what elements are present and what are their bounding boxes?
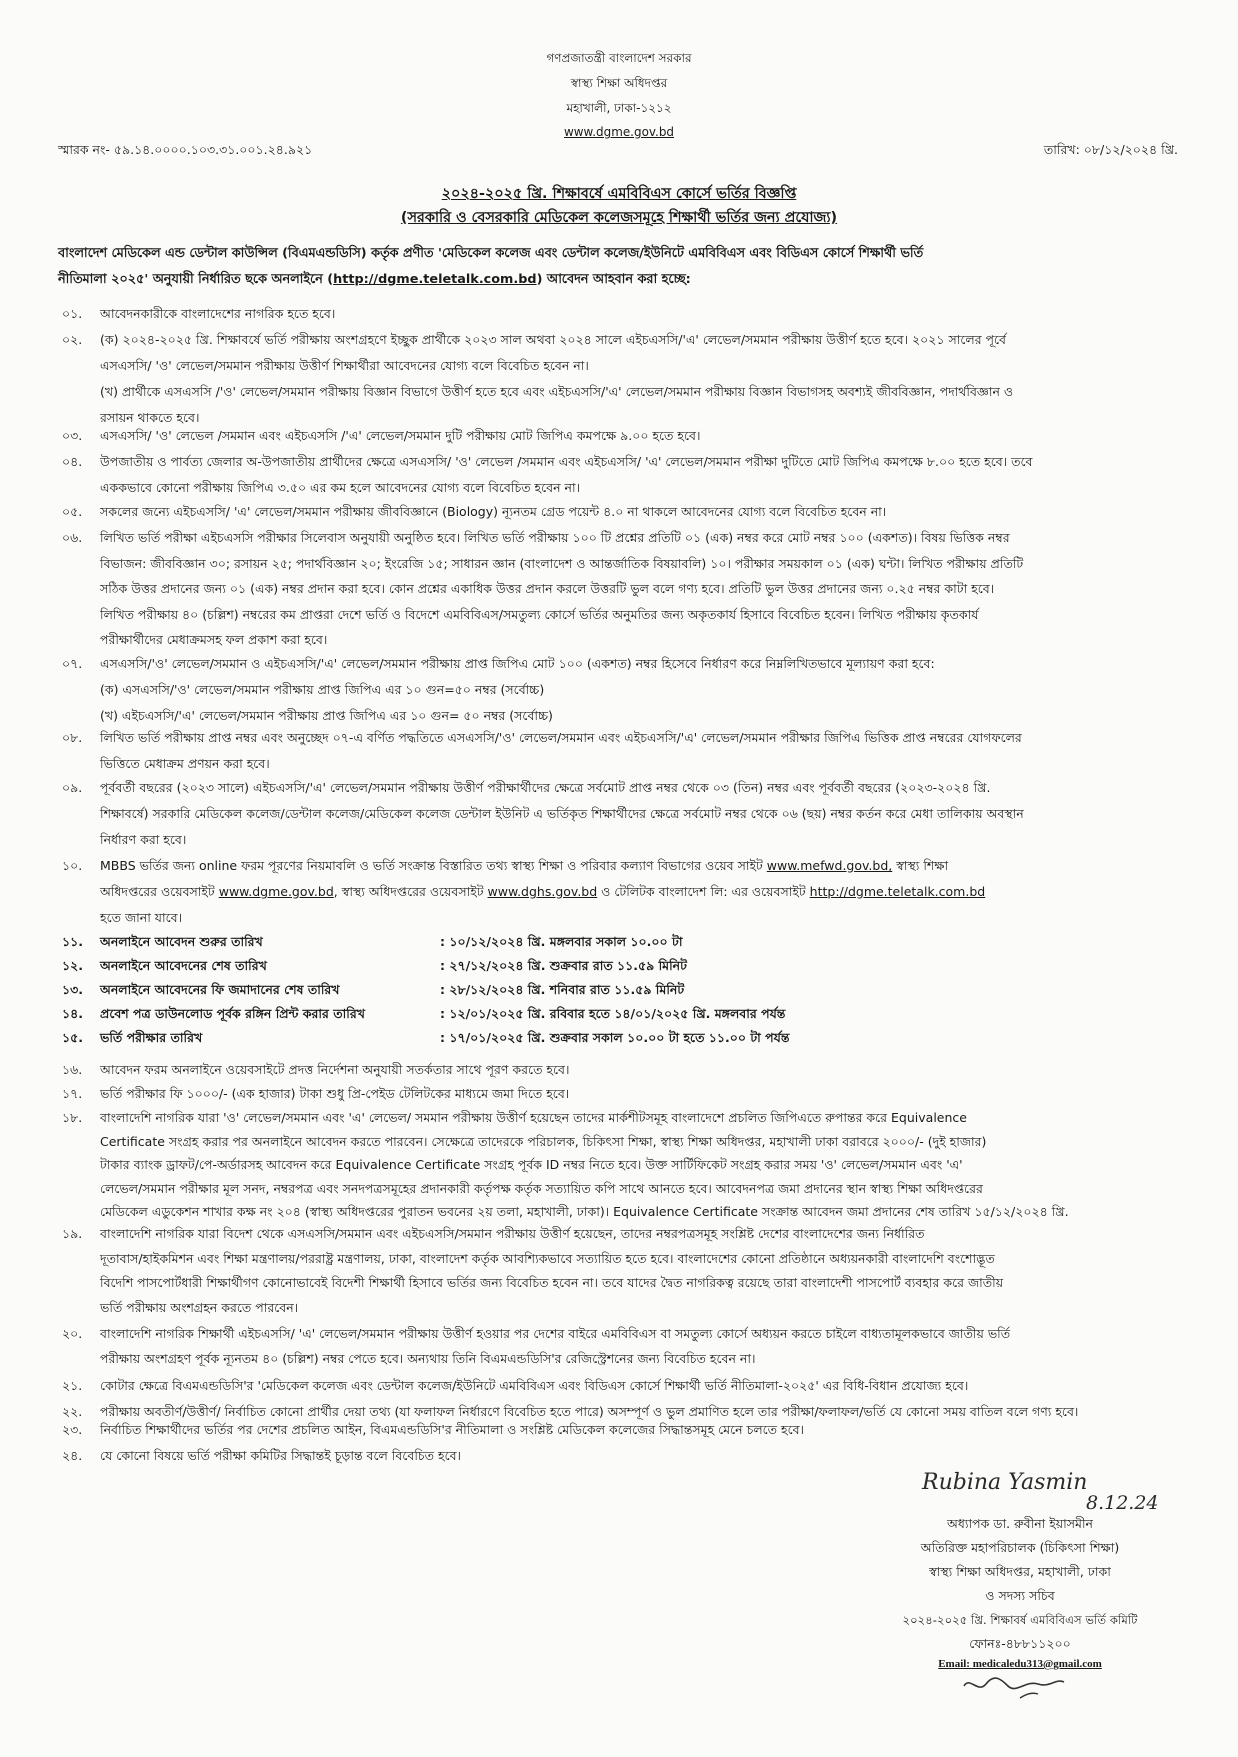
item-number: ০৬. bbox=[62, 530, 83, 545]
schedule-value: : ১৭/০১/২০২৫ খ্রি. শুক্রবার সকাল ১০.০০ টা হতে ১১.০০ টা পর্যন্ত bbox=[440, 1030, 790, 1045]
item-text-line: উপজাতীয় ও পার্বত্য জেলার অ-উপজাতীয় প্রার্থীদের ক্ষেত্রে এসএসসি/ 'ও' লেভেল /সমমান এবং এইচএসসি/ 'এ' লেভেল/সমমান পরীক্ষা দুটিতে মোট জিপিএ কমপক্ষে ৮.০০ হতে হবে। তবে bbox=[100, 454, 1033, 469]
item-text-line: সকলের জন্যে এইচএসসি/ 'এ' লেভেল/সমমান পরীক্ষায় জীববিজ্ঞানে (Biology) ন্যূনতম গ্রেড পয়েন্ট ৪.০ না থাকলে আবেদনের যোগ্য বলে বিবেচিত হবেন না। bbox=[100, 504, 887, 519]
signatory-name: অধ্যাপক ডা. রুবীনা ইয়াসমীন bbox=[947, 1516, 1093, 1531]
item-number: ০৭. bbox=[62, 656, 83, 671]
item-text-line: (ক) ২০২৪-২০২৫ খ্রি. শিক্ষাবর্ষে ভর্তি পরীক্ষায় অংশগ্রহণে ইচ্ছুক প্রার্থীকে ২০২৩ সাল অথবা ২০২৪ সালে এইচএসসি/'এ' লেভেল/সমমান পরীক্ষায় উত্তীর্ণ হতে হবে। ২০২১ সালের পূর্বে bbox=[100, 332, 1007, 347]
item-text-line: পরীক্ষার্থীদের মেধাক্রমসহ ফল প্রকাশ করা হবে। bbox=[100, 632, 328, 647]
item-number: ০১. bbox=[62, 306, 83, 321]
schedule-number: ১৫. bbox=[62, 1030, 83, 1045]
schedule-label: অনলাইনে আবেদন শুরুর তারিখ bbox=[100, 934, 263, 949]
item-text-line: নির্ধারণ করা হবে। bbox=[100, 832, 187, 847]
item-text-line: লেভেল/সমমান পরীক্ষার মূল সনদ, নম্বরপত্র এবং সনদপত্রসমূহের প্রদানকারী কর্তৃপক্ষ কর্তৃক সত্যায়িত কপি সাথে আনতে হবে। আবেদনপত্র জমা প্রদানের স্থান স্বাস্থ্য শিক্ষা অধিদপ্তরের bbox=[100, 1180, 983, 1196]
item-number: ০২. bbox=[62, 332, 83, 347]
item-number: ২৪. bbox=[62, 1448, 83, 1463]
schedule-number: ১২. bbox=[62, 958, 83, 973]
item-10-line-1 bbox=[100, 858, 948, 874]
phone-number: ফোনঃ-৪৮৮১১২০০ bbox=[969, 1636, 1071, 1651]
item-text-line: টাকার ব্যাংক ড্রাফট/পে-অর্ডারসহ আবেদন করে Equivalence Certificate সংগ্রহ পূর্বক ID নম্বর নিতে হবে। উক্ত সার্টিফিকেট সংগ্রহ করার সময় 'ও' লেভেল/সমমান এবং 'এ' bbox=[100, 1157, 963, 1172]
schedule-value: : ১০/১২/২০২৪ খ্রি. মঙ্গলবার সকাল ১০.০০ টা bbox=[440, 934, 683, 949]
item-text-line: শিক্ষাবর্ষে) সরকারি মেডিকেল কলেজ/ডেন্টাল কলেজ/মেডিকেল কলেজ ডেন্টাল ইউনিট এ ভর্তিকৃত শিক্ষার্থীদের ক্ষেত্রে সর্বমোট নম্বর থেকে ০৬ (ছয়) নম্বর কর্তন করে মেধা তালিকায় অবস্থান bbox=[100, 806, 1024, 821]
item-text-line: লিখিত ভর্তি পরীক্ষা এইচএসসি পরীক্ষার সিলেবাস অনুযায়ী অনুষ্ঠিত হবে। লিখিত ভর্তি পরীক্ষায় ১০০ টি প্রশ্নের প্রতিটি ০১ (এক) নম্বর করে মোট নম্বর ১০০ (একশত)। বিষয় ভিত্তিক নম্বর bbox=[100, 530, 1010, 545]
dghs-link[interactable]: www.dghs.gov.bd bbox=[487, 884, 598, 899]
teletalk-link[interactable]: http://dgme.teletalk.com.bd bbox=[333, 272, 537, 287]
item-number: ১০. bbox=[62, 858, 83, 873]
item-number: ২১. bbox=[62, 1378, 83, 1393]
item-text-line: আবেদনকারীকে বাংলাদেশের নাগরিক হতে হবে। bbox=[100, 306, 336, 321]
item-text-line: ভর্তি পরীক্ষার ফি ১০০০/- (এক হাজার) টাকা শুধু প্রি-পেইড টেলিটকের মাধ্যমে জমা দিতে হবে। bbox=[100, 1086, 570, 1101]
item-text-line: (খ) প্রার্থীকে এসএসসি /'ও' লেভেল/সমমান পরীক্ষায় বিজ্ঞান বিভাগে উত্তীর্ণ হতে হবে এবং এইচএসসি/'এ' লেভেল/সমমান পরীক্ষায় বিজ্ঞান বিভাগসহ অবশ্যই জীববিজ্ঞান, পদার্থবিজ্ঞান ও bbox=[100, 384, 1014, 399]
committee-name: ২০২৪-২০২৫ খ্রি. শিক্ষাবর্ষ এমবিবিএস ভর্তি কমিটি bbox=[902, 1613, 1138, 1627]
item-10-text: স্বাস্থ্য শিক্ষা bbox=[892, 858, 949, 873]
address: মহাখালী, ঢাকা-১২১২ bbox=[566, 101, 672, 115]
notice-title: ২০২৪-২০২৫ খ্রি. শিক্ষাবর্ষে এমবিবিএস কোর্সে ভর্তির বিজ্ঞপ্তি bbox=[441, 186, 797, 202]
item-text-line: মেডিকেল এডুকেশন শাখার কক্ষ নং ২০৪ (স্বাস্থ্য অধিদপ্তরের পুরাতন ভবনের ২য় তলা, মহাখালী, ঢাকা)। Equivalence Certificate সংক্রান্ত আবেদন জমা প্রদানের শেষ তারিখ ১৫/১২/২০২৪ খ্রি. bbox=[100, 1204, 1069, 1219]
item-10-text: অধিদপ্তরের ওয়েবসাইট bbox=[100, 884, 219, 899]
item-text-line: কোটার ক্ষেত্রে বিএমএন্ডডিসি'র 'মেডিকেল কলেজ এবং ডেন্টাল কলেজ/ইউনিটে এমবিবিএস এবং বিডিএস কোর্সে শিক্ষার্থী ভর্তি নীতিমালা-২০২৫' এর বিধি-বিধান প্রযোজ্য হবে। bbox=[100, 1378, 969, 1393]
item-number: ২২. bbox=[62, 1404, 83, 1419]
intro-text-end: ) আবেদন আহবান করা হচ্ছে: bbox=[536, 272, 691, 287]
mefwd-link[interactable]: www.mefwd.gov.bd, bbox=[766, 858, 893, 873]
signatory-office: স্বাস্থ্য শিক্ষা অধিদপ্তর, মহাখালী, ঢাকা bbox=[929, 1564, 1111, 1579]
item-text-line: দূতাবাস/হাইকমিশন এবং শিক্ষা মন্ত্রণালয়/পররাষ্ট্র মন্ত্রণালয়, ঢাকা, বাংলাদেশ কর্তৃক আবশ্যিকভাবে সত্যায়িত হতে হবে। বাংলাদেশের কোনো প্রতিষ্ঠানে অধ্যয়নকারী বাংলাদেশি বংশোদ্ভূত bbox=[100, 1250, 995, 1266]
intro-line-2 bbox=[58, 272, 691, 288]
schedule-number: ১১. bbox=[62, 934, 83, 949]
signature-date: 8.12.24 bbox=[1086, 1492, 1159, 1514]
schedule-label: ভর্তি পরীক্ষার তারিখ bbox=[100, 1030, 203, 1045]
item-text-line: বিভাজন: জীববিজ্ঞান ৩০; রসায়ন ২৫; পদার্থবিজ্ঞান ২০; ইংরেজি ১৫; সাধারন জ্ঞান (বাংলাদেশ ও আন্তর্জাতিক বিষয়াবলি) ১০। পরীক্ষার সময়কাল ০১ (এক) ঘন্টা। লিখিত পরীক্ষায় প্রতিটি bbox=[100, 555, 1024, 571]
notice-date: তারিখ: ০৮/১২/২০২৪ খ্রি. bbox=[1043, 142, 1178, 157]
item-number: ১৬. bbox=[62, 1062, 83, 1077]
item-10-text: MBBS ভর্তির জন্য online ফরম পূরণের নিয়মাবলি ও ভর্তি সংক্রান্ত বিস্তারিত তথ্য স্বাস্থ্য শিক্ষা ও পরিবার কল্যাণ বিভাগের ওয়েব সাইট bbox=[100, 858, 767, 873]
department-heading: স্বাস্থ্য শিক্ষা অধিদপ্তর bbox=[570, 76, 668, 90]
item-text-line: পরীক্ষায় অবতীর্ণ/উত্তীর্ণ/ নির্বাচিত কোনো প্রার্থীর দেয়া তথ্য (যা ফলাফল নির্ধারণে বিবেচিত হতে পারে) অসম্পূর্ণ ও ভুল প্রমাণিত হলে তার পরীক্ষা/ফলাফল/ভর্তি যে কোনো সময় বাতিল বলে গণ্য হবে। bbox=[100, 1404, 1079, 1419]
item-number: ০৪. bbox=[62, 454, 83, 469]
item-number: ১৯. bbox=[62, 1226, 83, 1241]
item-text-line: এসএসসি/ 'ও' লেভেল /সমমান এবং এইচএসসি /'এ' লেভেল/সমমান দুটি পরীক্ষায় মোট জিপিএ কমপক্ষে ৯.০০ হতে হবে। bbox=[100, 428, 701, 443]
item-10-text: ও টেলিটক বাংলাদেশ লি: এর ওয়েবসাইট bbox=[597, 884, 810, 899]
item-number: ২০. bbox=[62, 1326, 83, 1341]
intro-line-1: বাংলাদেশ মেডিকেল এন্ড ডেন্টাল কাউন্সিল (বিএমএন্ডডিসি) কর্তৃক প্রণীত 'মেডিকেল কলেজ এবং ডেন্টাল কলেজ/ইউনিটে এমবিবিএস এবং বিডিএস কোর্সে শিক্ষার্থী ভর্তি bbox=[58, 246, 924, 261]
item-number: ১৮. bbox=[62, 1110, 83, 1125]
email-link[interactable]: Email: medicaledu313@gmail.com bbox=[938, 1658, 1102, 1670]
item-number: ০৮. bbox=[62, 730, 83, 745]
item-number: ০৫. bbox=[62, 504, 83, 519]
item-text-line: সঠিক উত্তর প্রদানের জন্য ০১ (এক) নম্বর প্রদান করা হবে। কোন প্রশ্নের একাধিক উত্তর প্রদান করলে উত্তরটি ভুল বলে গণ্য হবে। প্রতিটি ভুল উত্তর প্রদানের জন্য ০.২৫ নম্বর কাটা হবে। bbox=[100, 581, 995, 596]
item-text-line: লিখিত পরীক্ষায় ৪০ (চল্লিশ) নম্বরের কম প্রাপ্তরা দেশে ভর্তি ও বিদেশে এমবিবিএস/সমতুল্য কোর্সে ভর্তির অনুমতির জন্য অকৃতকার্য হিসাবে বিবেচিত হবেন। লিখিত পরীক্ষায় কৃতকার্য bbox=[100, 606, 979, 622]
signatory-designation: অতিরিক্ত মহাপরিচালক (চিকিৎসা শিক্ষা) bbox=[920, 1540, 1120, 1555]
item-text-line: (খ) এইচএসসি/'এ' লেভেল/সমমান পরীক্ষায় প্রাপ্ত জিপিএ এর ১০ গুন= ৫০ নম্বর (সর্বোচ্চ) bbox=[100, 708, 553, 723]
item-text-line: নির্বাচিত শিক্ষার্থীদের ভর্তির পর দেশের প্রচলিত আইন, বিএমএন্ডডিসি'র নীতিমালা ও সংশ্লিষ্ট মেডিকেল কলেজের সিদ্ধান্তসমূহ মেনে চলতে হবে। bbox=[100, 1422, 805, 1437]
item-text-line: ভিত্তিতে মেধাক্রম প্রণয়ন করা হবে। bbox=[100, 756, 270, 771]
schedule-label: অনলাইনে আবেদনের ফি জমাদানের শেষ তারিখ bbox=[100, 982, 340, 997]
signatory-role: ও সদস্য সচিব bbox=[985, 1588, 1055, 1603]
item-10-text: , স্বাস্থ্য অধিদপ্তরের ওয়েবসাইট bbox=[333, 884, 488, 899]
intro-text: নীতিমালা ২০২৫' অনুযায়ী নির্ধারিত ছকে অনলাইনে ( bbox=[58, 272, 334, 287]
item-text-line: এসএসসি/ 'ও' লেভেল/সমমান পরীক্ষায় উত্তীর্ণ শিক্ষার্থীরা আবেদনের যোগ্য বলে বিবেচিত হবেন না। bbox=[100, 358, 589, 373]
item-text-line: বাংলাদেশি নাগরিক শিক্ষার্থী এইচএসসি/ 'এ' লেভেল/সমমান পরীক্ষায় উত্তীর্ণ হওয়ার পর দেশের বাইরে এমবিবিএস বা সমতুল্য কোর্সে অধ্যয়ন করতে চাইলে বাধ্যতামূলকভাবে জাতীয় ভর্তি bbox=[100, 1326, 1011, 1341]
teletalk-link[interactable]: http://dgme.teletalk.com.bd bbox=[809, 884, 986, 899]
item-10-line-2 bbox=[100, 884, 985, 900]
handwritten-signature: Rubina Yasmin bbox=[922, 1470, 1088, 1495]
item-text-line: রসায়ন থাকতে হবে। bbox=[100, 410, 200, 425]
item-text-line: এসএসসি/'ও' লেভেল/সমমান ও এইচএসসি/'এ' লেভেল/সমমান পরীক্ষায় প্রাপ্ত জিপিএ মোট ১০০ (একশত) নম্বর হিসেবে নির্ধারণ করে নিম্নলিখিতভাবে মূল্যায়ণ করা হবে: bbox=[100, 656, 935, 671]
item-text-line: (ক) এসএসসি/'ও' লেভেল/সমমান পরীক্ষায় প্রাপ্ত জিপিএ এর ১০ গুন=৫০ নম্বর (সর্বোচ্চ) bbox=[100, 682, 545, 697]
item-text-line: ভর্তি পরীক্ষায় অংশগ্রহন করতে পারবেন। bbox=[100, 1299, 299, 1315]
schedule-label: অনলাইনে আবেদনের শেষ তারিখ bbox=[100, 958, 267, 973]
schedule-label: প্রবেশ পত্র ডাউনলোড পূর্বক রঙ্গিন প্রিন্ট করার তারিখ bbox=[100, 1006, 365, 1021]
item-text-line: Certificate সংগ্রহ করার পর অনলাইনে আবেদন করতে পারবেন। সেক্ষেত্রে তাদেরকে পরিচালক, চিকিৎসা শিক্ষা, স্বাস্থ্য শিক্ষা অধিদপ্তর, মহাখালী ঢাকা বরাবরে ২০০০/- (দুই হাজার) bbox=[100, 1133, 987, 1149]
item-number: ১৭. bbox=[62, 1086, 83, 1101]
item-text-line: লিখিত ভর্তি পরীক্ষায় প্রাপ্ত নম্বর এবং অনুচ্ছেদ ০৭-এ বর্ণিত পদ্ধতিতে এসএসসি/'ও' লেভেল/সমমান এবং এইচএসসি/'এ' লেভেল/সমমান পরীক্ষার জিপিএ ভিত্তিক প্রাপ্ত নম্বরের যোগফলের bbox=[100, 730, 1022, 745]
schedule-number: ১৪. bbox=[62, 1006, 83, 1021]
notice-subtitle: (সরকারি ও বেসরকারি মেডিকেল কলেজসমূহে শিক্ষার্থী ভর্তির জন্য প্রযোজ্য) bbox=[400, 210, 838, 226]
govt-heading: গণপ্রজাতন্ত্রী বাংলাদেশ সরকার bbox=[546, 51, 692, 65]
dgme-link[interactable]: www.dgme.gov.bd bbox=[218, 884, 334, 899]
item-text-line: পূর্ববর্তী বছরের (২০২৩ সালে) এইচএসসি/'এ' লেভেল/সমমান পরীক্ষায় উত্তীর্ণ পরীক্ষার্থীদের ক্ষেত্রে সর্বমোট প্রাপ্ত নম্বর থেকে ০৩ (তিন) নম্বর এবং পূর্ববর্তী বছরের (২০২৩-২০২৪ খ্রি. bbox=[100, 780, 991, 795]
schedule-number: ১৩. bbox=[62, 982, 83, 997]
website-link[interactable]: www.dgme.gov.bd bbox=[563, 125, 675, 139]
initials-scribble bbox=[960, 1672, 1070, 1706]
schedule-value: : ১২/০১/২০২৫ খ্রি. রবিবার হতে ১৪/০১/২০২৫ খ্রি. মঙ্গলবার পর্যন্ত bbox=[440, 1006, 786, 1021]
item-text-line: পরীক্ষায় অংশগ্রহণ পূর্বক ন্যূনতম ৪০ (চল্লিশ) নম্বর পেতে হবে। অন্যথায় তিনি বিএমএন্ডডিসি'র রেজিস্ট্রেশনের জন্য বিবেচিত হবেন না। bbox=[100, 1351, 756, 1366]
item-number: ০৩. bbox=[62, 428, 83, 443]
item-text-line: এককভাবে কোনো পরীক্ষায় জিপিএ ৩.৫০ এর কম হলে আবেদনের যোগ্য বলে বিবেচিত হবেন না। bbox=[100, 480, 581, 495]
item-text-line: বাংলাদেশি নাগরিক যারা 'ও' লেভেল/সমমান এবং 'এ' লেভেল/ সমমান পরীক্ষায় উত্তীর্ণ হয়েছেন তাদের মার্কশীটসমূহ বাংলাদেশে প্রচলিত জিপিএতে রুপান্তর করে Equivalence bbox=[100, 1110, 967, 1125]
item-text-line: বাংলাদেশি নাগরিক যারা বিদেশ থেকে এসএসসি/সমমান এবং এইচএসসি/সমমান পরীক্ষায় উত্তীর্ণ হয়েছেন, তাদের নম্বরপত্রসমূহ সংশ্লিষ্ট দেশের বাংলাদেশের জন্য নির্ধারিত bbox=[100, 1226, 925, 1241]
memo-number: স্মারক নং- ৫৯.১৪.০০০০.১০৩.৩১.০০১.২৪.৯২১ bbox=[58, 142, 313, 157]
item-number: ২৩. bbox=[62, 1422, 83, 1437]
item-text-line: যে কোনো বিষয়ে ভর্তি পরীক্ষা কমিটির সিদ্ধান্তই চূড়ান্ত বলে বিবেচিত হবে। bbox=[100, 1448, 462, 1463]
item-number: ০৯. bbox=[62, 780, 83, 795]
item-text-line: বিদেশি পাসপোর্টধারী শিক্ষার্থীগণ কোনোভাবেই বিদেশী শিক্ষার্থী হিসাবে ভর্তির জন্য বিবেচিত হবেন না। তবে যাদের দ্বৈত নাগরিকত্ব রয়েছে তারা বাংলাদেশী পাসপোর্ট ব্যবহার করে জাতীয় bbox=[100, 1275, 1004, 1290]
schedule-value: : ২৮/১২/২০২৪ খ্রি. শনিবার রাত ১১.৫৯ মিনিট bbox=[440, 982, 685, 997]
item-text-line: আবেদন ফরম অনলাইনে ওয়েবসাইটে প্রদত্ত নির্দেশনা অনুযায়ী সতর্কতার সাথে পূরণ করতে হবে। bbox=[100, 1062, 570, 1077]
schedule-value: : ২৭/১২/২০২৪ খ্রি. শুক্রবার রাত ১১.৫৯ মিনিট bbox=[440, 958, 687, 973]
item-10-line-3: হতে জানা যাবে। bbox=[100, 910, 183, 925]
